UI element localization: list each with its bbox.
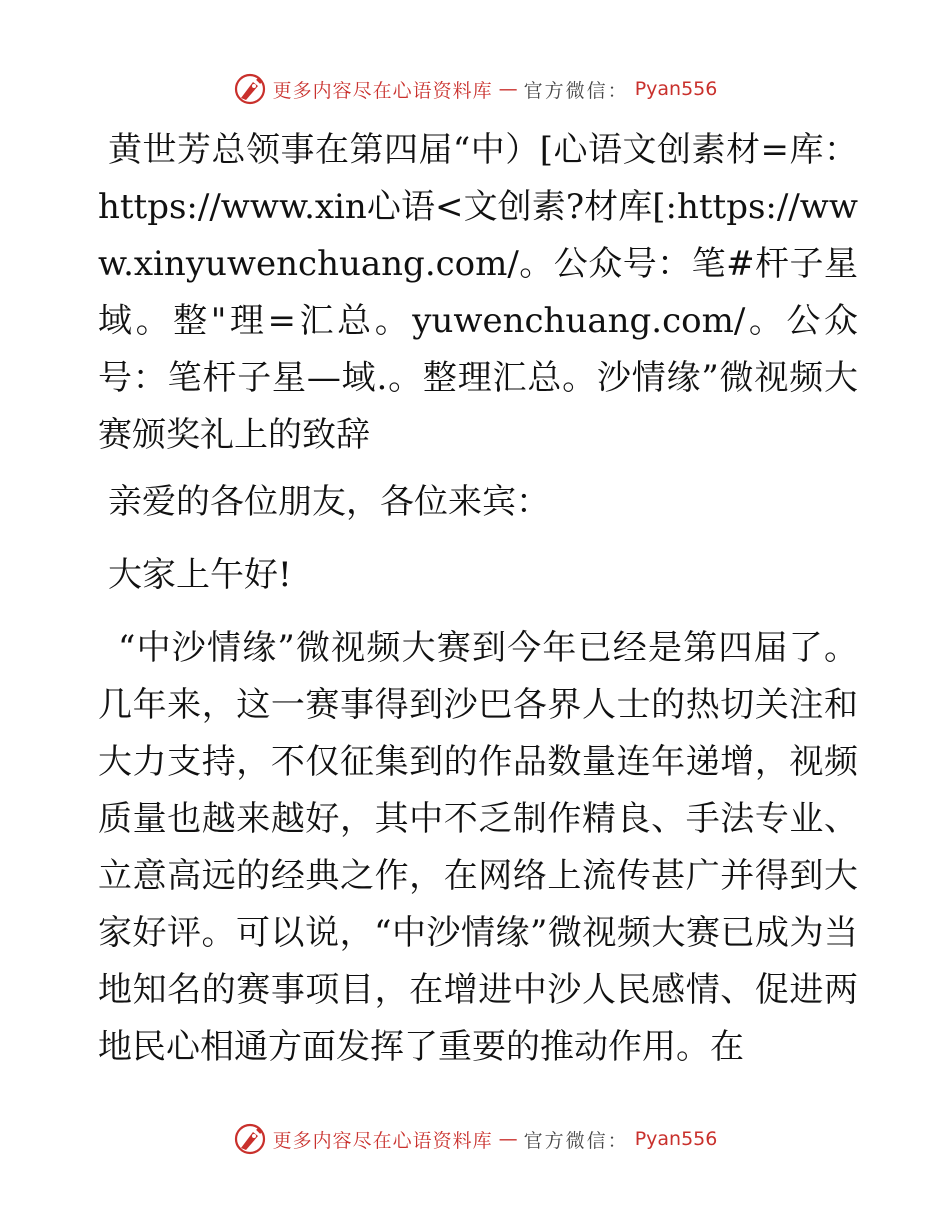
body-paragraph: “中沙情缘”微视频大赛到今年已经是第四届了。几年来，这一赛事得到沙巴各界人士的热切关注和大力支持，不仅征集到的作品数量连年递增，视频质量也越来越好，其中不乏制作精良、手法专业、立意高远的经典之作，在网络上流传甚广并得到大家好评。可以说，“中沙情缘”微视频大赛已成为当地知名的赛事项目，在增进中沙人民感情、促进两地民心相通方面发挥了重要的推动作用。在	[98, 628, 858, 1067]
watermark-text: 更多内容尽在心语资料库	[272, 79, 493, 102]
pen-nib-logo-icon	[233, 1122, 267, 1156]
pen-nib-logo-icon	[233, 72, 267, 106]
watermark-footer	[0, 1122, 950, 1156]
watermark-dash: —	[498, 78, 518, 100]
greeting: 大家上午好!	[108, 555, 292, 595]
watermark-dash: —	[498, 1128, 518, 1150]
watermark-official-label: 官方微信：	[523, 1129, 629, 1152]
document-title: 黄世芳总领事在第四届“中）[心语文创素材=库：https://www.xin心语<文创素?材库[:https://www.xinyuwenchuang.com/。公众号：笔#杆子星域。整"理=汇总。yuwenchuang.com/。公众号：笔杆子星—域.。整理汇总。沙情缘”微视频大赛颁奖礼上的致辞	[98, 130, 858, 455]
watermark-official-label: 官方微信：	[523, 79, 629, 102]
watermark-wechat-id: Pyan556	[634, 78, 718, 100]
salutation: 亲爱的各位朋友，各位来宾：	[108, 482, 550, 522]
document-body	[98, 122, 858, 1076]
watermark-wechat-id: Pyan556	[634, 1128, 718, 1150]
watermark-header	[0, 72, 950, 106]
watermark-text: 更多内容尽在心语资料库	[272, 1129, 493, 1152]
